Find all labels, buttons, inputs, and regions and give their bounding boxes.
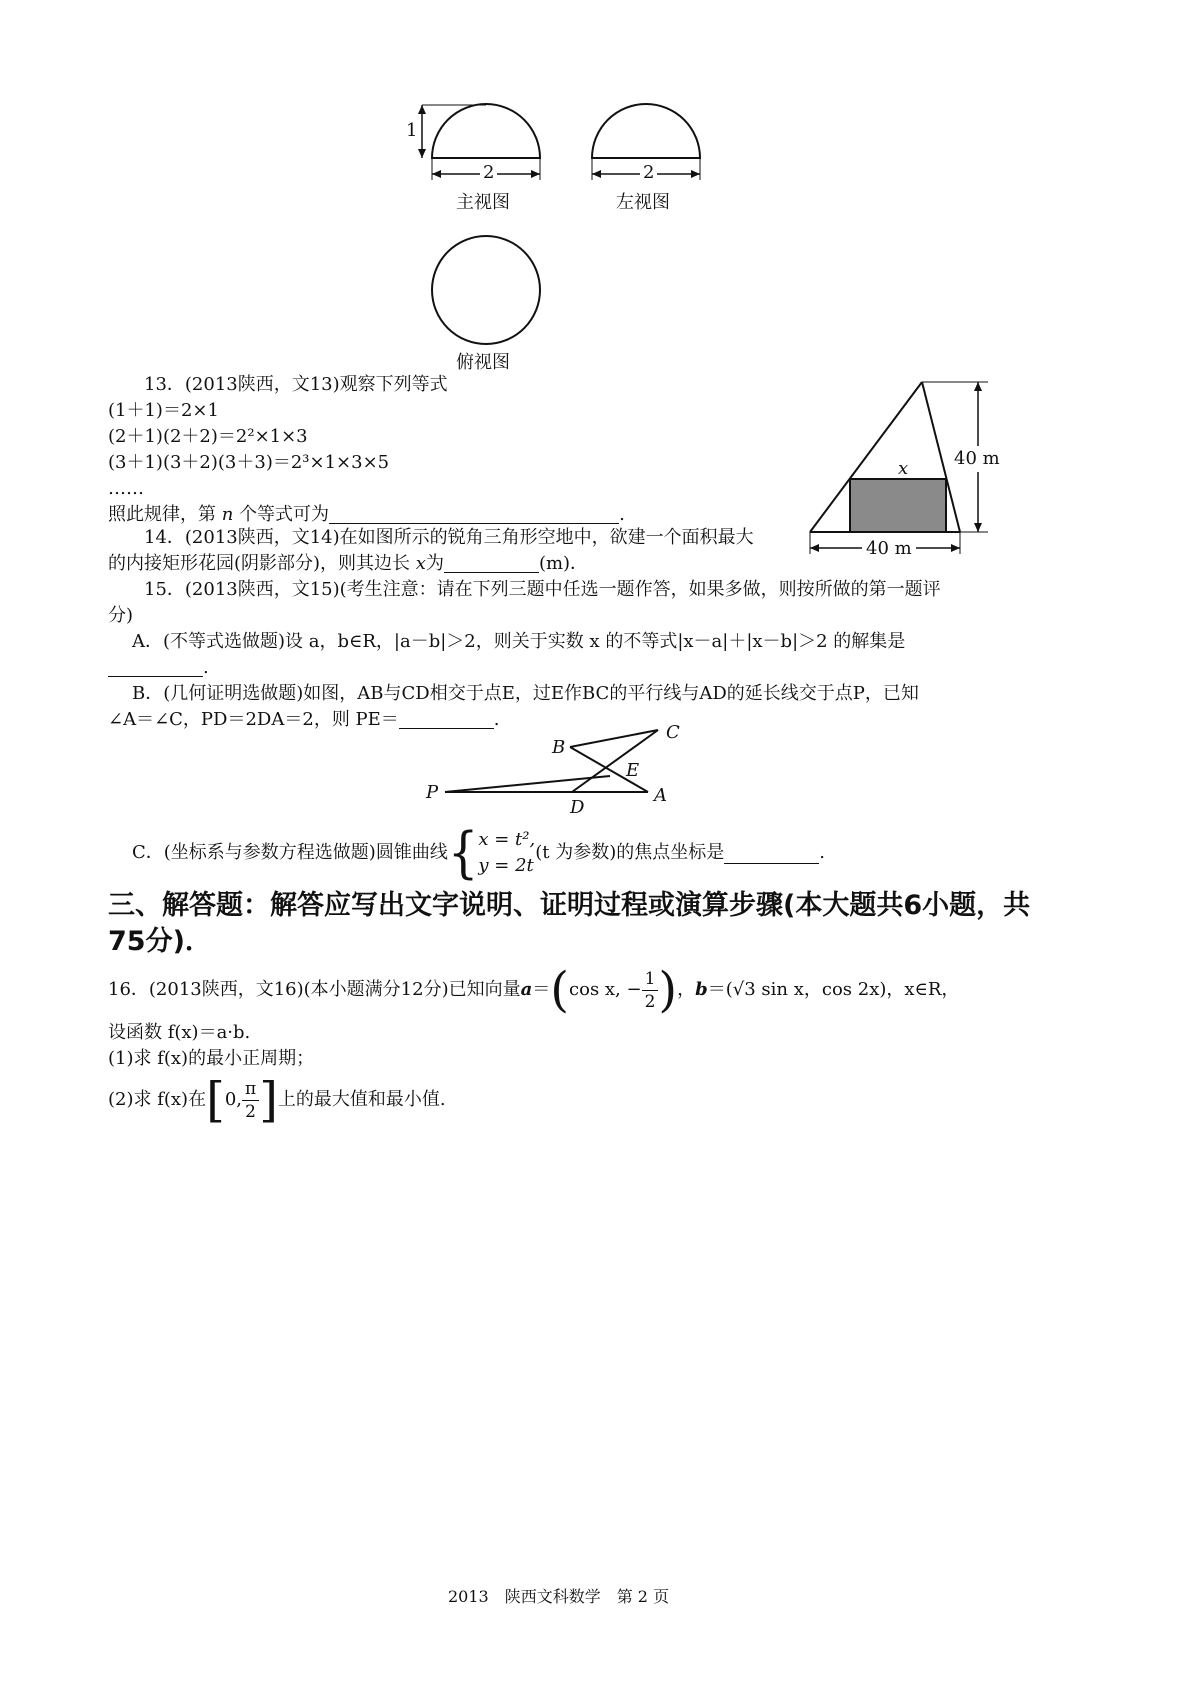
q15c-answer-blank[interactable] <box>724 843 819 864</box>
page-footer: 2013 陕西文科数学 第 2 页 <box>448 1587 670 1606</box>
q15-line1: 15．(2013陕西，文15)(考生注意：请在下列三题中任选一题作答，如果多做，则按所做的第一题评 <box>144 579 941 600</box>
top-view-label: 俯视图 <box>456 352 510 373</box>
point-E-label: E <box>626 760 640 781</box>
q13-eq1: (1＋1)＝2×1 <box>108 400 219 421</box>
front-view-label: 主视图 <box>456 192 510 213</box>
q13-stem: 13．(2013陕西，文13)观察下列等式 <box>144 374 448 395</box>
q15b-line1: B．(几何证明选做题)如图，AB与CD相交于点E，过E作BC的平行线与AD的延长线交于点P，已知 <box>132 683 919 704</box>
q16-part2: (2)求 f(x)在 [ 0, $\frac{\pi}{2}$ ] 上的最大值和最小值. <box>108 1072 446 1128</box>
q15a-line: A．(不等式选做题)设 a，b∈R，|a－b|＞2，则关于实数 x 的不等式|x－a|＋|x－b|＞2 的解集是 <box>132 631 906 652</box>
q13-question: 照此规律，第 n 个等式可为 . <box>108 504 625 525</box>
point-D-label: D <box>570 797 585 818</box>
q13-answer-blank[interactable] <box>329 503 619 524</box>
side-view-semicircle <box>592 104 700 158</box>
three-view-figure <box>400 100 740 400</box>
front-width-label: 2 <box>480 160 497 186</box>
front-height-label: 1 <box>406 120 418 141</box>
fig-height-label: 40 m <box>952 446 1002 472</box>
point-P-label: P <box>426 782 439 803</box>
fig-base-label: 40 m <box>862 536 916 562</box>
fraction-pi-half: $\frac{\pi}{2}$ <box>242 1078 259 1123</box>
top-view-circle <box>432 236 540 344</box>
garden-rectangle <box>850 479 946 532</box>
q14-line2: 的内接矩形花园(阴影部分)，则其边长 x为 (m)． <box>108 553 589 574</box>
point-A-label: A <box>654 785 667 806</box>
q15c-line: C．(坐标系与参数方程选做题)圆锥曲线 { x = t², y = 2t (t 为参数)的焦点坐标是 . <box>132 820 825 886</box>
side-view-label: 左视图 <box>616 192 670 213</box>
point-B-label: B <box>552 737 566 758</box>
q13-eq3: (3＋1)(3＋2)(3＋3)＝2³×1×3×5 <box>108 452 390 473</box>
q14-answer-blank[interactable] <box>444 552 539 573</box>
equation-system-brace: { <box>447 820 479 886</box>
fraction-one-half: $\frac{1}{2}$ <box>642 968 659 1013</box>
q16-stem: 16．(2013陕西，文16)(本小题满分12分)已知向量 a ＝ ( cos x, − $\frac{1}{2}$ ) ， b ＝(√3 sin x，cos 2x)，x∈R， <box>108 962 960 1018</box>
q13-eq2: (2＋1)(2＋2)＝2²×1×3 <box>108 426 308 447</box>
q16-part1: (1)求 f(x)的最小正周期； <box>108 1048 315 1069</box>
side-width-label: 2 <box>640 160 657 186</box>
section3-title-line2: 75分)． <box>108 926 212 957</box>
section3-title-line1: 三、解答题：解答应写出文字说明、证明过程或演算步骤(本大题共6小题，共 <box>108 890 1031 921</box>
q15b-line2: ∠A＝∠C，PD＝2DA＝2，则 PE＝ . <box>108 709 500 730</box>
q15a-answer-blank[interactable] <box>108 656 203 677</box>
front-view-semicircle <box>432 104 540 158</box>
q13-dots: …… <box>108 478 144 499</box>
q16-line2: 设函数 f(x)＝a·b. <box>108 1022 251 1043</box>
equation-system: x = t², y = 2t <box>478 829 536 876</box>
point-C-label: C <box>666 722 680 743</box>
q14-line1: 14．(2013陕西，文14)在如图所示的锐角三角形空地中，欲建一个面积最大 <box>144 527 754 548</box>
q15-line2: 分) <box>108 605 134 626</box>
q15a-answer: . <box>108 655 209 681</box>
fig-x-label: x <box>898 458 909 479</box>
